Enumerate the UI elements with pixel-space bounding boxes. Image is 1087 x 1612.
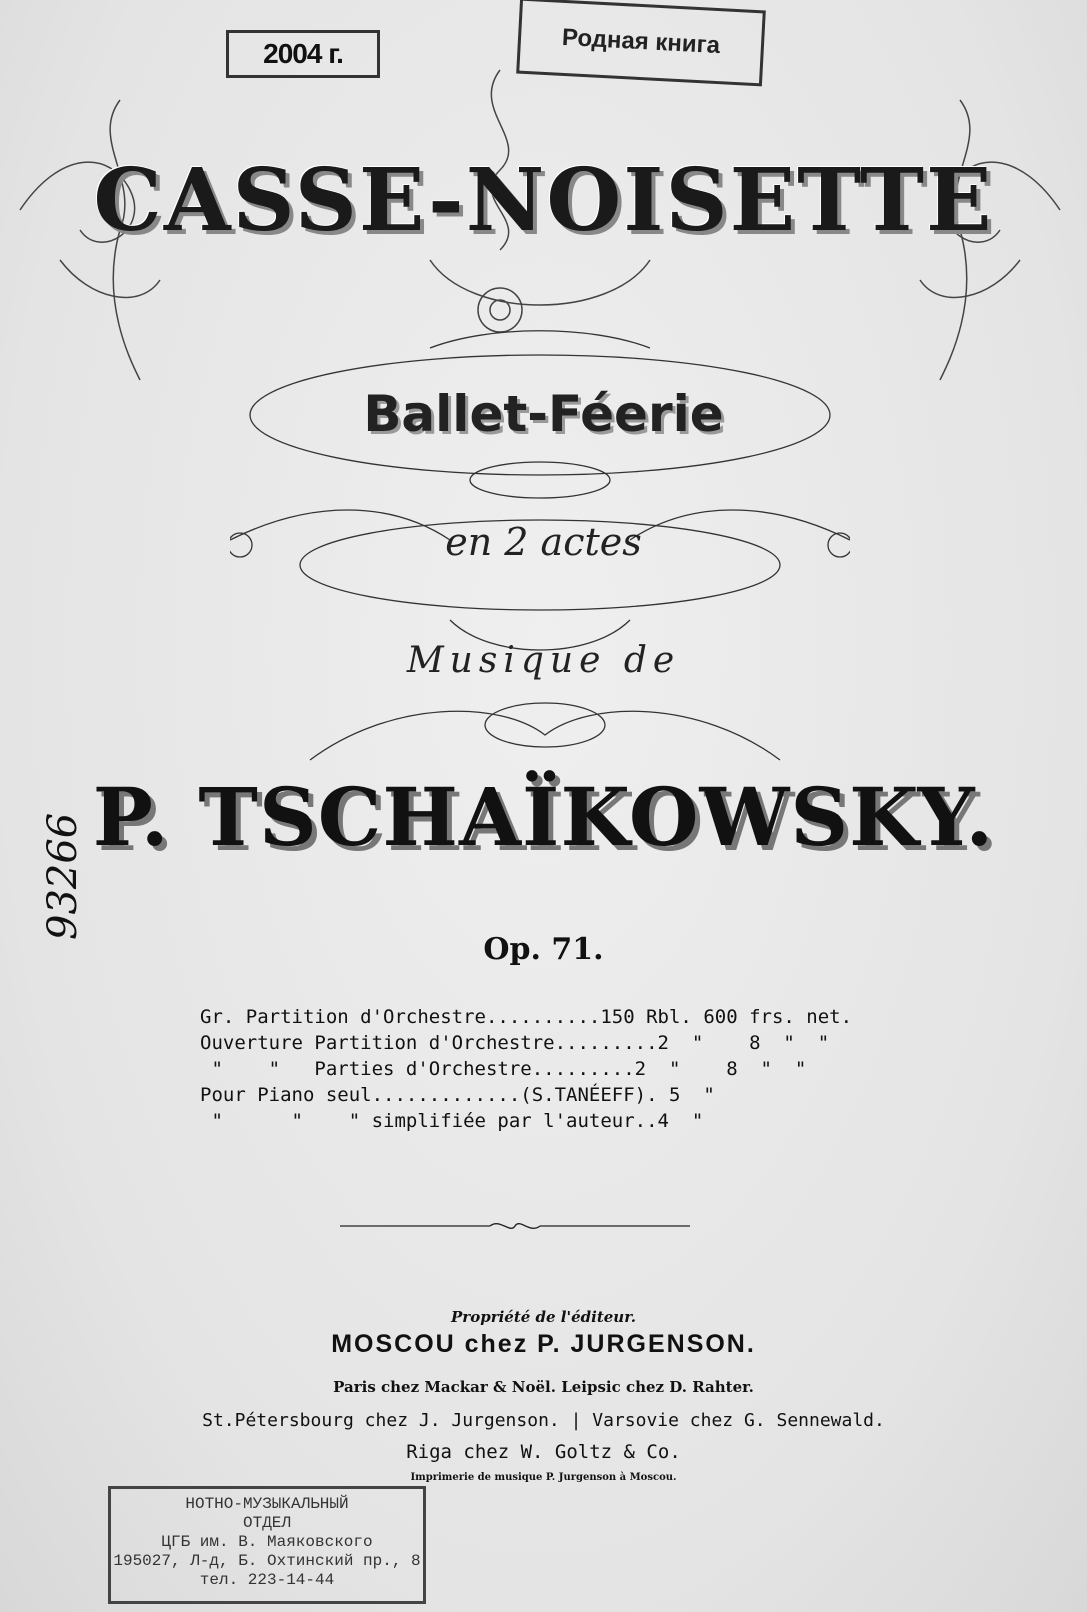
library-stamp-line: 195027, Л-д, Б. Охтинский пр., 8 xyxy=(113,1552,421,1570)
rodnaya-kniga-stamp: Родная книга xyxy=(516,0,766,86)
price-catalog xyxy=(200,1004,853,1134)
handwritten-inventory-number: 93266 xyxy=(40,812,86,940)
library-stamp xyxy=(108,1486,426,1604)
catalog-row: Pour Piano seul.............(S.TANÉEFF). 5 " xyxy=(200,1084,715,1106)
opus-number: Op. 71. xyxy=(483,932,604,967)
publisher-paris-leipsic: Paris chez Mackar & Noël. Leipsic chez D. Rahter. xyxy=(333,1378,754,1396)
acts-line: en 2 actes xyxy=(445,520,642,564)
subtitle: Ballet-Féerie xyxy=(363,385,724,443)
subtitle-flourish xyxy=(230,330,850,660)
catalog-row: Gr. Partition d'Orchestre..........150 Rbl. 600 frs. net. xyxy=(200,1006,853,1028)
musique-de-line: Musique de xyxy=(406,640,681,681)
library-stamp-line: ЦГБ им. В. Маяковского xyxy=(161,1533,373,1551)
publisher-riga: Riga chez W. Goltz & Co. xyxy=(406,1441,681,1463)
propriete-line: Propriété de l'éditeur. xyxy=(451,1308,636,1326)
composer-name: P. TSCHAÏKOWSKY. xyxy=(92,770,995,864)
catalog-row: Ouverture Partition d'Orchestre.........2 " 8 " " xyxy=(200,1032,830,1054)
catalog-row: " " Parties d'Orchestre.........2 " 8 " " xyxy=(200,1058,807,1080)
year-stamp: 2004 г. xyxy=(226,30,380,78)
imprimerie-line: Imprimerie de musique P. Jurgenson à Moscou. xyxy=(410,1472,677,1483)
library-stamp-line: ОТДЕЛ xyxy=(242,1514,291,1532)
composer-flourish xyxy=(300,690,790,780)
title: CASSE-NOISETTE xyxy=(93,150,994,251)
library-stamp-line: НОТНО-МУЗЫКАЛЬНЫЙ xyxy=(185,1495,349,1513)
publisher-moscou: MOSCOU chez P. JURGENSON. xyxy=(331,1330,756,1358)
library-stamp-line: тел. 223-14-44 xyxy=(199,1571,335,1589)
publisher-stpetersbourg-varsovie: St.Pétersbourg chez J. Jurgenson. | Varsovie chez G. Sennewald. xyxy=(202,1410,885,1431)
divider-rule xyxy=(340,1218,690,1234)
catalog-row: " " " simplifiée par l'auteur..4 " xyxy=(200,1110,704,1132)
